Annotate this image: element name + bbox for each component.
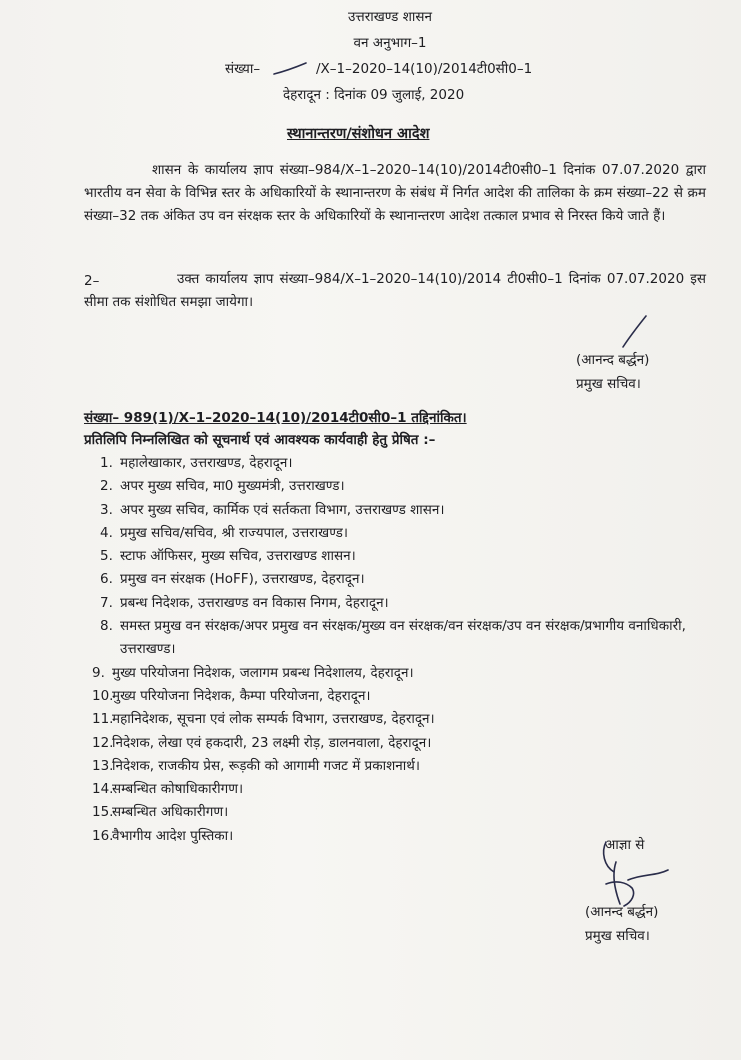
recipient-list bbox=[92, 452, 720, 848]
recipient-text: मुख्य परियोजना निदेशक, कैम्पा परियोजना, देहरादून। bbox=[112, 687, 371, 704]
paragraph-2-number: 2– bbox=[84, 273, 100, 289]
recipient-item bbox=[92, 778, 720, 801]
recipient-text: प्रमुख सचिव/सचिव, श्री राज्यपाल, उत्तराखण्ड। bbox=[120, 524, 348, 541]
recipient-item bbox=[100, 452, 720, 475]
paragraph-1: शासन के कार्यालय ज्ञाप संख्या–984/X–1–2020–14(10)/2014टी0सी0–1 दिनांक 07.07.2020 द्वारा भारतीय वन सेवा के विभिन्न स्तर के अधिकारियों के स्थानान्तरण के संबंध में निर्गत आदेश की तालिका के क्रम संख्या–22 से क्रम संख्या–32 तक अंकित उप वन संरक्षक स्तर के अधिकारियों के स्थानान्तरण आदेश तत्काल प्रभाव से निरस्त किये जाते हैं। bbox=[84, 162, 706, 224]
copy-reference: संख्या– 989(1)/X–1–2020–14(10)/2014टी0सी0–1 तद्दिनांकित। bbox=[84, 410, 467, 426]
recipient-text: महालेखाकार, उत्तराखण्ड, देहरादून। bbox=[120, 455, 293, 471]
reference-handwritten-mark bbox=[272, 60, 312, 78]
recipient-item bbox=[100, 499, 720, 522]
reference-number: /X–1–2020–14(10)/2014टी0सी0–1 bbox=[316, 61, 533, 77]
recipient-number: 11. bbox=[92, 711, 114, 728]
recipient-text: वैभागीय आदेश पुस्तिका। bbox=[112, 827, 234, 844]
recipient-number: 1. bbox=[100, 455, 113, 471]
header-government: उत्तराखण्ड शासन bbox=[347, 9, 432, 25]
recipient-text: सम्बन्धित कोषाधिकारीगण। bbox=[112, 781, 244, 798]
recipient-number: 15. bbox=[92, 804, 114, 821]
recipient-item bbox=[100, 475, 720, 498]
recipient-number: 2. bbox=[100, 478, 113, 495]
recipient-text: सम्बन्धित अधिकारीगण। bbox=[112, 804, 229, 821]
recipient-number: 3. bbox=[100, 501, 113, 518]
recipient-text: निदेशक, लेखा एवं हकदारी, 23 लक्ष्मी रोड़, डालनवाला, देहरादून। bbox=[112, 734, 432, 751]
recipient-item bbox=[92, 732, 720, 755]
recipient-item bbox=[100, 522, 720, 545]
recipient-number: 9. bbox=[92, 664, 105, 681]
by-order: आज्ञा से bbox=[605, 837, 645, 853]
recipient-item bbox=[100, 545, 720, 568]
recipient-number: 14. bbox=[92, 781, 114, 798]
recipient-item bbox=[92, 685, 720, 708]
paragraph-2: उक्त कार्यालय ज्ञाप संख्या–984/X–1–2020–14(10)/2014 टी0सी0–1 दिनांक 07.07.2020 इस सीमा तक संशोधित समझा जायेगा। bbox=[84, 271, 706, 310]
recipient-item bbox=[92, 755, 720, 778]
recipient-text: अपर मुख्य सचिव, मा0 मुख्यमंत्री, उत्तराखण्ड। bbox=[120, 478, 345, 495]
signatory-name-1: (आनन्द बर्द्धन) bbox=[576, 352, 650, 368]
recipient-text: निदेशक, राजकीय प्रेस, रूड़की को आगामी गजट में प्रकाशनार्थ। bbox=[112, 757, 421, 774]
recipient-number: 6. bbox=[100, 571, 113, 588]
recipient-text: महानिदेशक, सूचना एवं लोक सम्पर्क विभाग, उत्तराखण्ड, देहरादून। bbox=[112, 711, 435, 728]
recipient-number: 4. bbox=[100, 524, 113, 541]
recipient-number: 10. bbox=[92, 687, 114, 704]
recipient-item bbox=[100, 592, 720, 615]
recipient-item bbox=[92, 662, 720, 685]
copy-intro: प्रतिलिपि निम्नलिखित को सूचनार्थ एवं आवश्यक कार्यवाही हेतु प्रेषित :– bbox=[84, 432, 436, 448]
recipient-text: मुख्य परियोजना निदेशक, जलागम प्रबन्ध निदेशालय, देहरादून। bbox=[112, 664, 414, 681]
recipient-text: स्टाफ ऑफिसर, मुख्य सचिव, उत्तराखण्ड शासन। bbox=[120, 548, 356, 565]
place-date: देहरादून : दिनांक 09 जुलाई, 2020 bbox=[283, 87, 465, 103]
order-title: स्थानान्तरण/संशोधन आदेश bbox=[287, 126, 430, 142]
recipient-number: 16. bbox=[92, 827, 114, 844]
recipient-text: अपर मुख्य सचिव, कार्मिक एवं सर्तकता विभाग, उत्तराखण्ड शासन। bbox=[120, 501, 445, 518]
recipient-item bbox=[100, 568, 720, 591]
header-section: वन अनुभाग–1 bbox=[353, 35, 427, 51]
recipient-item bbox=[92, 708, 720, 731]
recipient-number: 12. bbox=[92, 734, 114, 751]
recipient-number: 8. bbox=[100, 618, 113, 635]
recipient-number: 13. bbox=[92, 757, 114, 774]
signatory-designation-2: प्रमुख सचिव। bbox=[585, 928, 650, 944]
recipient-text: समस्त प्रमुख वन संरक्षक/अपर प्रमुख वन संरक्षक/मुख्य वन संरक्षक/वन संरक्षक/उप वन संरक्षक/प्रभागीय वनाधिकारी, उत्तराखण्ड। bbox=[120, 618, 686, 658]
recipient-text: प्रमुख वन संरक्षक (HoFF), उत्तराखण्ड, देहरादून। bbox=[120, 571, 365, 588]
recipient-number: 5. bbox=[100, 548, 113, 565]
recipient-number: 7. bbox=[100, 594, 113, 611]
reference-label: संख्या– bbox=[225, 61, 261, 77]
signature-mark-1 bbox=[620, 314, 650, 350]
signatory-designation-1: प्रमुख सचिव। bbox=[576, 376, 641, 392]
signatory-name-2: (आनन्द बर्द्धन) bbox=[585, 904, 659, 920]
recipient-text: प्रबन्ध निदेशक, उत्तराखण्ड वन विकास निगम, देहरादून। bbox=[120, 594, 389, 611]
recipient-item bbox=[100, 615, 720, 662]
